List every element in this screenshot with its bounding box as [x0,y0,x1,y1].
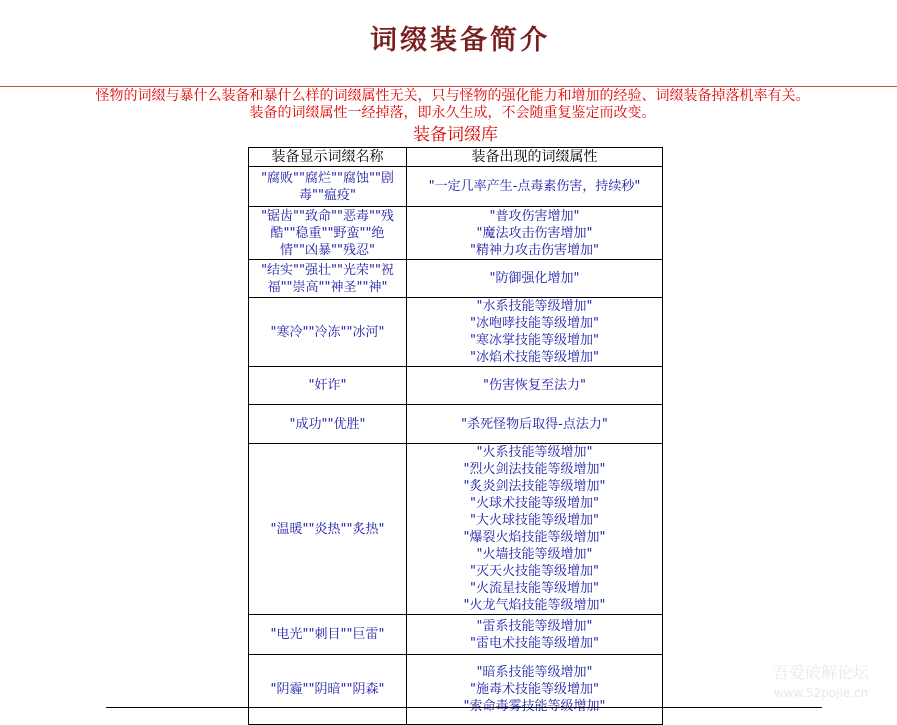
affix-name-cell [249,367,407,405]
affix-name-line: "成功""优胜" [289,416,366,432]
affix-attr-cell [407,615,663,655]
affix-attr-line: "爆裂火焰技能等级增加" [463,530,606,545]
column-header-attr: 装备出现的词缀属性 [407,148,663,167]
affix-name-cell [249,298,407,367]
affix-attr-line: "暗系技能等级增加" [476,665,593,680]
affix-attr-line: "防御强化增加" [489,271,580,286]
affix-attr-line: "火流星技能等级增加" [470,581,599,596]
affix-attr-line: "炙炎剑法技能等级增加" [463,479,606,494]
table-row [249,444,663,615]
affix-name-line: 福""崇高""神圣""神" [267,279,388,295]
affix-attr-line: "普攻伤害增加" [489,208,580,224]
table-row [249,167,663,207]
affix-attr-line: "大火球技能等级增加" [470,513,599,528]
affix-attr-line: "伤害恢复至法力" [483,378,586,393]
affix-name-cell [249,207,407,260]
affix-attr-cell [407,207,663,260]
affix-attr-line: "火龙气焰技能等级增加" [463,598,606,613]
affix-name-line: "锯齿""致命""恶毒""残 [261,208,394,224]
affix-attr-line: "冰咆哮技能等级增加" [470,316,599,331]
table-row [249,367,663,405]
table-row [249,298,663,367]
affix-attr-line: "雷系技能等级增加" [476,618,593,634]
affix-attr-cell [407,405,663,444]
affix-name-line: 酷""稳重""野蛮""绝 [270,225,385,241]
affix-name-cell [249,444,407,615]
affix-name-line: "阴霾""阴暗""阴森" [270,682,385,697]
table-row [249,405,663,444]
affix-attr-line: "杀死怪物后取得-点法力" [461,416,608,432]
column-header-name: 装备显示词缀名称 [249,148,407,167]
affix-name-cell [249,405,407,444]
affix-attr-line: "火系技能等级增加" [476,445,593,460]
affix-attr-line: "火球术技能等级增加" [470,496,599,511]
affix-table [248,147,663,725]
affix-attr-cell [407,655,663,725]
affix-attr-line: "水系技能等级增加" [476,299,593,314]
affix-attr-cell [407,298,663,367]
page-title: 词缀装备简介 [370,25,550,56]
affix-attr-line: "冰焰术技能等级增加" [470,350,599,365]
table-row [249,207,663,260]
watermark-main: 吾爱破解论坛 [772,663,869,682]
affix-attr-cell [407,167,663,207]
site-watermark [745,662,897,712]
affix-name-line: "奸诈" [308,378,347,393]
affix-name-line: "电光""刺目""巨雷" [270,627,385,642]
affix-attr-line: "索命毒雾技能等级增加" [463,699,606,714]
affix-attr-cell [407,260,663,298]
table-row [249,655,663,725]
affix-attr-line: "灭天火技能等级增加" [470,564,599,579]
affix-attr-line: "魔法攻击伤害增加" [476,225,593,241]
affix-attr-line: "精神力攻击伤害增加" [470,242,599,258]
table-row [249,260,663,298]
table-body [249,167,663,725]
affix-attr-line: "火墙技能等级增加" [476,547,593,562]
affix-attr-line: "一定几率产生-点毒素伤害，持续秒" [428,179,641,194]
table-header-row [249,148,663,167]
affix-attr-cell [407,444,663,615]
affix-name-cell [249,655,407,725]
affix-name-line: "结实""强壮""光荣""祝 [261,262,394,278]
table-row [249,615,663,655]
affix-name-line: "温暖""炎热""炙热" [270,521,385,537]
title-divider [0,86,897,87]
intro-text [0,88,897,122]
affix-attr-line: "施毒术技能等级增加" [470,682,599,697]
library-title: 装备词缀库 [413,125,498,145]
affix-name-cell [249,615,407,655]
affix-name-cell [249,167,407,207]
affix-name-cell [249,260,407,298]
affix-name-line: 毒""瘟疫" [299,187,356,203]
affix-attr-line: "雷电术技能等级增加" [470,635,599,651]
affix-attr-cell [407,367,663,405]
affix-name-line: 情""凶暴""残忍" [280,242,375,258]
watermark-url: www.52pojie.cn [773,686,869,700]
affix-attr-line: "寒冰掌技能等级增加" [470,333,599,348]
affix-name-line: "腐败""腐烂""腐蚀""剧 [261,170,394,186]
intro-line: 装备的词缀属性一经掉落，即永久生成，不会随重复鉴定而改变。 [249,105,656,121]
affix-name-line: "寒冷""冷冻""冰河" [270,324,385,340]
bottom-divider [106,707,822,708]
intro-line: 怪物的词缀与暴什么装备和暴什么样的词缀属性无关，只与怪物的强化能力和增加的经验、词缀装备掉落机率有关。 [95,88,810,104]
affix-attr-line: "烈火剑法技能等级增加" [463,462,606,477]
